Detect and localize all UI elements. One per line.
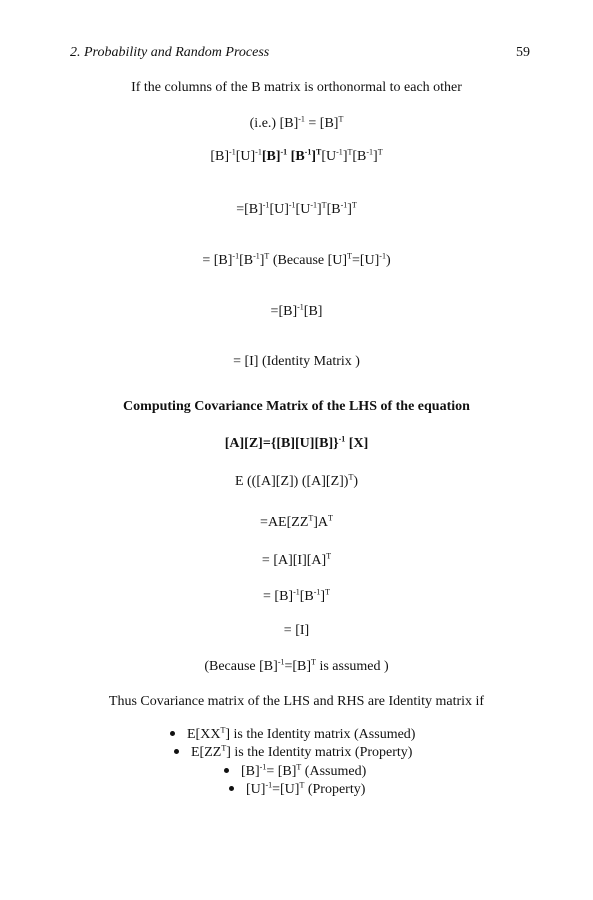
list-item: $[B]^{-1}= [B]^T$ (Assumed): [224, 764, 366, 780]
bullet-icon: [224, 768, 229, 773]
bullet-icon: [229, 786, 234, 791]
page-number: 59: [516, 45, 530, 60]
list-item: $E[XX^T]$ is the Identity matrix (Assumed): [170, 727, 415, 743]
equation-lhs-definition: $[A][Z]=\{[B][U][B]\}^{-1}$ [X]: [224, 434, 369, 451]
equation-transpose-inverse: (i.e.) $[B]^{-1} = [B]^T$: [249, 114, 344, 131]
list-item: $[U]^{-1}=[U]^T$ (Property): [229, 782, 365, 798]
equation-step-5: $=AE[ZZ^T]A^T$: [260, 513, 333, 530]
equation-product-expansion: $[B]^{-1}[U]^{-1}[B]^{-1}$ $[B^{-1}]^T[U^{-1}]^T[B^{-1}]^T$: [210, 147, 383, 164]
equation-assumption-note: (Because $[B]^{-1}=[B]^T$ is assumed ): [204, 657, 389, 674]
bullet-icon: [170, 731, 175, 736]
equation-step-6: = $[A][I][A]^T$: [261, 551, 332, 568]
conclusion-sentence: Thus Covariance matrix of the LHS and RHS are Identity matrix if: [108, 694, 485, 709]
list-item: $E[ZZ^T]$ is the Identity matrix (Property): [174, 745, 412, 761]
equation-step-2: $=[B]^{-1}[U]^{-1}[U^{-1}]^T[B^{-1}]^T$: [236, 200, 357, 217]
equation-expectation: E (([A][Z]) $([A][Z])^T$): [234, 472, 359, 489]
equation-step-8: = [I]: [283, 623, 310, 638]
equation-step-4: $=[B]^{-1}[B]$: [270, 302, 323, 319]
running-header-chapter: 2. Probability and Random Process: [70, 45, 270, 60]
equation-identity-result: = [I] (Identity Matrix ): [233, 354, 360, 369]
section-title: Computing Covariance Matrix of the LHS of the equation: [123, 399, 470, 414]
equation-step-3: = $[B]^{-1}[B^{-1}]^T$ (Because $[U]^T=[U]^{-1}$): [202, 251, 391, 268]
intro-sentence: If the columns of the B matrix is orthonormal to each other: [131, 80, 462, 95]
equation-step-7: = $[B]^{-1}[B^{-1}]^T$: [263, 587, 330, 604]
bullet-icon: [174, 749, 179, 754]
